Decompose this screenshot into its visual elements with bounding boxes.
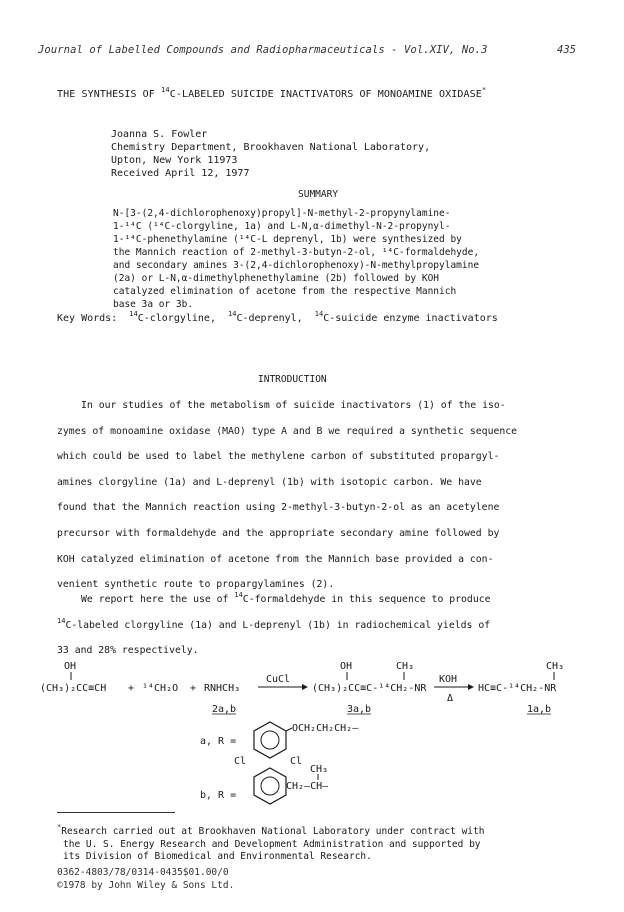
- label-product: 1a,b: [527, 704, 552, 715]
- received-date: Received April 12, 1977: [111, 168, 250, 179]
- footnote-line: *Research carried out at Brookhaven National Laboratory under contract with: [57, 823, 485, 837]
- title-rest: C-LABELED SUICIDE INACTIVATORS OF MONOAMINE OXIDASE: [169, 89, 482, 100]
- plus-sign: +: [190, 683, 197, 694]
- summary-heading: SUMMARY: [298, 189, 339, 200]
- summary-line: catalyzed elimination of acetone from the respective Mannich: [113, 286, 457, 297]
- summary-text: [113, 207, 479, 311]
- title-footnote-mark: *: [481, 86, 487, 94]
- author-department: Chemistry Department, Brookhaven National Laboratory,: [111, 142, 431, 153]
- footnote-line: its Division of Biomedical and Environmental Research.: [63, 851, 372, 862]
- paragraph-line: $^{14}$C-labeled clorgyline (1a) and L-deprenyl (1b) in radiochemical yields of: [57, 616, 491, 631]
- copyright-block: [57, 866, 234, 892]
- benzene-ring-a: [254, 722, 286, 758]
- summary-line: and secondary amines 3-(2,4-dichlorophenoxy)-N-methylpropylamine: [113, 260, 480, 271]
- intermediate-mannich-base: (CH₃)₂CC≡C-¹⁴CH₂-NR: [312, 683, 427, 694]
- paragraph-line: 33 and 28% respectively.: [57, 645, 199, 657]
- hydroxyl-label: OH: [64, 661, 77, 672]
- summary-line: N-[3-(2,4-dichlorophenoxy)propyl]-N-methyl-2-propynylamine-: [113, 208, 451, 219]
- r-group-a-chain: OCH₂CH₂CH₂—: [292, 723, 359, 734]
- paragraph-line: venient synthetic route to propargylamines (2).: [57, 579, 335, 591]
- r-group-b-label: b, R =: [200, 790, 237, 801]
- paragraph-line: precursor with formaldehyde and the appropriate secondary amine followed by: [57, 527, 500, 539]
- product-propargylamine: HC≡C-¹⁴CH₂-NR: [478, 683, 557, 694]
- reactant-butynol: (CH₃)₂CC≡CH: [40, 683, 107, 694]
- r-group-a-label: a, R =: [200, 736, 237, 747]
- footnote: [57, 823, 485, 864]
- methyl-label: CH₃: [546, 661, 565, 672]
- article-code: 0362-4803/78/0314-0435$01.00/0: [57, 867, 229, 878]
- reactant-amine: RNHCH₃: [204, 683, 241, 694]
- reactant-formaldehyde: ¹⁴CH₂O: [142, 683, 179, 694]
- footnote-divider: [57, 812, 175, 813]
- footnote-mark: *: [57, 823, 62, 831]
- aromatic-circle: [261, 777, 279, 795]
- reagent-koh: KOH: [439, 674, 458, 685]
- summary-line: (2a) or L-N,α-dimethylphenethylamine (2b) followed by KOH: [113, 273, 440, 284]
- hydroxyl-label: OH: [340, 661, 353, 672]
- r-group-b-methyl: CH₃: [310, 764, 329, 775]
- author-name: Joanna S. Fowler: [111, 129, 208, 140]
- author-location: Upton, New York 11973: [111, 155, 238, 166]
- isotope-mark: 14: [234, 591, 243, 599]
- paragraph-line: We report here the use of $^{14}$C-formaldehyde in this sequence to produce: [81, 591, 491, 605]
- key-words-label: Key Words:: [57, 313, 118, 324]
- reagent-cucl: CuCl: [266, 674, 291, 685]
- footnote-line: the U. S. Energy Research and Development Administration and supported by: [63, 838, 481, 850]
- keyword-item: C-deprenyl,: [236, 313, 303, 324]
- summary-line: base 3a or 3b.: [113, 299, 194, 310]
- label-intermediate: 3a,b: [347, 704, 372, 715]
- keyword-isotope: 14: [129, 310, 138, 318]
- paragraph-line: found that the Mannich reaction using 2-methyl-3-butyn-2-ol as an acetylene: [57, 502, 500, 514]
- chloro-substituent: Cl: [290, 756, 303, 767]
- paragraph-line: amines clorgyline (1a) and L-deprenyl (1b) with isotopic carbon. We have: [57, 476, 482, 488]
- isotope-mark: 14: [57, 616, 66, 625]
- keyword-item: C-clorgyline,: [137, 313, 216, 324]
- chloro-substituent: Cl: [234, 756, 247, 767]
- arrow-head: [468, 684, 474, 690]
- benzene-ring-b: [254, 768, 286, 804]
- keyword-isotope: 14: [314, 310, 324, 318]
- methyl-label: CH₃: [396, 661, 415, 672]
- summary-line: 1-¹⁴C (¹⁴C-clorgyline, 1a) and L-N,α-dimethyl-N-2-propynyl-: [113, 221, 451, 232]
- copyright-notice: ©1978 by John Wiley & Sons Ltd.: [57, 880, 235, 891]
- summary-line: 1-¹⁴C-phenethylamine (¹⁴C-L deprenyl, 1b) were synthesized by: [113, 234, 462, 245]
- page-number: 435: [557, 44, 576, 56]
- introduction-paragraph-1: [57, 400, 517, 605]
- introduction-heading: INTRODUCTION: [258, 374, 327, 385]
- summary-line: the Mannich reaction of 2-methyl-3-butyn-2-ol, ¹⁴C-formaldehyde,: [113, 247, 480, 258]
- arrow-head: [302, 684, 308, 690]
- author-block: [111, 128, 430, 180]
- paragraph-line: which could be used to label the methylene carbon of substituted propargyl-: [57, 451, 500, 463]
- label-amine: 2a,b: [212, 704, 237, 715]
- plus-sign: +: [128, 683, 135, 694]
- article-title: [57, 86, 487, 100]
- keyword-isotope: 14: [228, 310, 237, 318]
- heat-symbol: Δ: [447, 693, 454, 704]
- paragraph-line: In our studies of the metabolism of suicide inactivators (1) of the iso-: [81, 400, 506, 411]
- running-header: Journal of Labelled Compounds and Radiopharmaceuticals - Vol.XIV, No.3: [38, 44, 488, 56]
- keyword-item: C-suicide enzyme inactivators: [323, 313, 498, 324]
- r-group-b-chain: CH₂—CH—: [286, 781, 329, 792]
- paragraph-line: KOH catalyzed elimination of acetone from the Mannich base provided a con-: [57, 553, 494, 565]
- title-isotope: 14: [161, 86, 170, 94]
- aromatic-circle: [261, 731, 279, 749]
- key-words: [57, 310, 498, 324]
- reaction-scheme: [40, 660, 600, 810]
- title-prefix: THE SYNTHESIS OF: [57, 89, 162, 100]
- paragraph-line: zymes of monoamine oxidase (MAO) type A and B we required a synthetic sequence: [57, 425, 518, 437]
